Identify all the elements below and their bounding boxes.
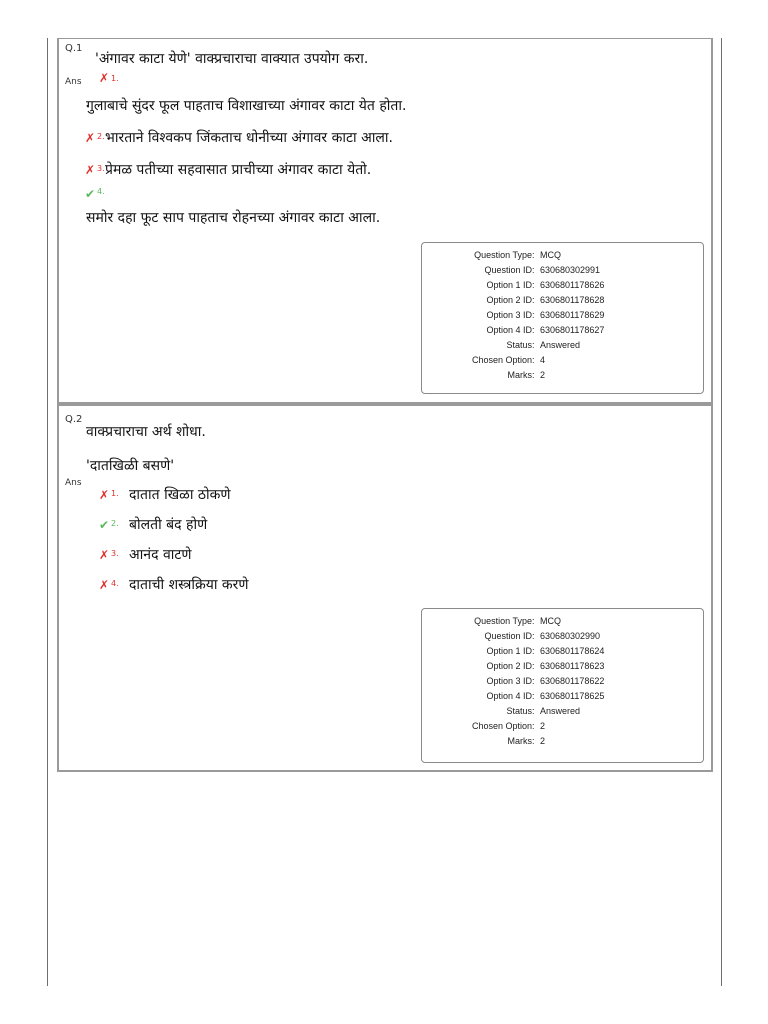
meta-label: Chosen Option: [471, 355, 532, 365]
option-text: बोलती बंद होणे: [129, 517, 208, 533]
check-icon: ✔: [99, 518, 110, 532]
meta-value: 6306801178625: [540, 691, 605, 701]
option-text: आनंद वाटणे: [129, 547, 192, 563]
meta-value: 2: [540, 370, 546, 380]
answer-label: Ans: [65, 478, 82, 488]
meta-value: 6306801178624: [540, 646, 605, 656]
question-card: [57, 404, 713, 772]
meta-value: 2: [540, 721, 546, 731]
meta-value: 6306801178627: [540, 325, 605, 335]
meta-label: Option 2 ID: [486, 295, 532, 305]
question-prompt: वाक्प्रचाराचा अर्थ शोधा.: [86, 424, 206, 440]
option-number: 1.: [111, 74, 119, 83]
meta-value: 6306801178623: [540, 661, 605, 671]
option-text: समोर दहा फूट साप पाहताच रोहनच्या अंगावर काटा आला.: [86, 210, 381, 226]
question-card: [57, 38, 713, 404]
meta-label: Option 4 ID: [486, 325, 532, 335]
meta-label: Marks: [507, 370, 532, 380]
meta-value: 6306801178628: [540, 295, 605, 305]
meta-value: MCQ: [540, 616, 561, 626]
meta-label: Question Type: [474, 616, 532, 626]
option-text: प्रेमळ पतीच्या सहवासात प्राचीच्या अंगावर काटा येतो.: [105, 162, 372, 178]
meta-value: 4: [540, 355, 546, 365]
cross-icon: ✗: [99, 71, 110, 85]
meta-value: Answered: [540, 340, 581, 350]
option-text: भारताने विश्वकप जिंकताच धोनीच्या अंगावर काटा आला.: [105, 130, 393, 146]
option-number: 2.: [97, 132, 105, 141]
meta-value: 6306801178629: [540, 310, 605, 320]
option-number: 4.: [111, 579, 119, 588]
check-icon: ✔: [85, 187, 96, 201]
meta-label: Chosen Option: [471, 721, 532, 731]
meta-value: MCQ: [540, 250, 561, 260]
option-number: 4.: [97, 187, 105, 196]
option-text: दातात खिळा ठोकणे: [129, 487, 231, 503]
option-number: 3.: [111, 549, 119, 558]
meta-label: Option 2 ID: [486, 661, 532, 671]
question-number: Q.1: [65, 43, 83, 54]
question-number: Q.2: [65, 414, 83, 425]
cross-icon: ✗: [85, 131, 96, 145]
meta-value: 6306801178626: [540, 280, 605, 290]
cross-icon: ✗: [99, 488, 110, 502]
meta-value: Answered: [540, 706, 581, 716]
option-text: गुलाबाचे सुंदर फूल पाहताच विशाखाच्या अंगावर काटा येत होता.: [86, 98, 407, 114]
option-number: 3.: [97, 164, 105, 173]
meta-label: Status: [506, 706, 532, 716]
option-number: 2.: [111, 519, 119, 528]
meta-value: 6306801178622: [540, 676, 605, 686]
question-sub-prompt: 'दातखिळी बसणे': [86, 458, 175, 474]
cross-icon: ✗: [99, 578, 110, 592]
meta-label: Status: [506, 340, 532, 350]
answer-label: Ans: [65, 77, 82, 87]
meta-label: Question ID: [484, 631, 532, 641]
meta-label: Option 1 ID: [486, 646, 532, 656]
page-right-rule: [721, 38, 722, 986]
question-meta-panel: Question Type : MCQ Question ID : 630680302990 Option 1 ID : 6306801178624 Option 2 ID : 6306801178623 Option 3 ID : 6306801178622 Option 4 ID : 6306801178625 Status : Answered Chosen Option : 2 Marks : 2: [421, 608, 704, 763]
meta-label: Option 3 ID: [486, 310, 532, 320]
option-text: दाताची शस्त्रक्रिया करणे: [129, 577, 249, 593]
meta-value: 2: [540, 736, 546, 746]
meta-label: Question Type: [474, 250, 532, 260]
meta-value: 630680302991: [540, 265, 601, 275]
meta-label: Option 4 ID: [486, 691, 532, 701]
question-prompt: 'अंगावर काटा येणे' वाक्प्रचाराचा वाक्यात उपयोग करा.: [95, 51, 369, 67]
page-left-rule: [47, 38, 48, 986]
option-number: 1.: [111, 489, 119, 498]
meta-label: Option 1 ID: [486, 280, 532, 290]
meta-label: Option 3 ID: [486, 676, 532, 686]
cross-icon: ✗: [85, 163, 96, 177]
cross-icon: ✗: [99, 548, 110, 562]
question-meta-panel: Question Type : MCQ Question ID : 630680302991 Option 1 ID : 6306801178626 Option 2 ID : 6306801178628 Option 3 ID : 6306801178629 Option 4 ID : 6306801178627 Status : Answered Chosen Option : 4 Marks : 2: [421, 242, 704, 394]
meta-label: Question ID: [484, 265, 532, 275]
meta-value: 630680302990: [540, 631, 601, 641]
meta-label: Marks: [507, 736, 532, 746]
